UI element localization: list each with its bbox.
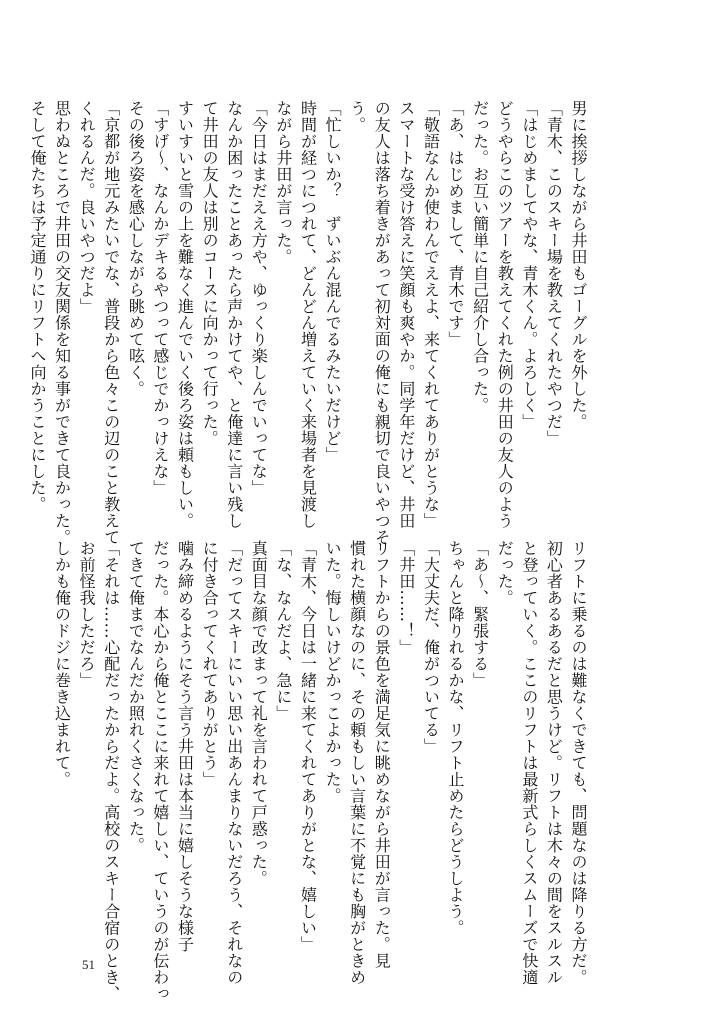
text-line: に付き合ってくれてありがとう」 — [200, 540, 220, 788]
text-line: 「青木、このスキー場を教えてくれたやつだ」 — [544, 100, 564, 447]
text-line: 男に挨拶しながら井田もゴーグルを外した。 — [569, 100, 588, 430]
text-line: 「すげ～、なんかデキるやつって感じでかっけえな」 — [150, 100, 170, 496]
text-line: くれるんだ。良いやつだよ」 — [77, 100, 97, 315]
text-line: 「井田……！」 — [396, 540, 416, 656]
text-line: て井田の友人は別のコースに向かって行った。 — [200, 100, 220, 447]
text-line: 「大丈夫だ、俺がついてる」 — [421, 540, 441, 755]
text-line: だった。お互い簡単に自己紹介し合った。 — [470, 100, 490, 414]
text-line: てきて俺までなんだか照れくさくなった。 — [126, 540, 146, 854]
text-line: ちゃんと降りれるかな、リフト止めたらどうしよう。 — [446, 540, 466, 936]
text-line: どうやらこのツアーを教えてくれた例の井田の友人のよう — [495, 100, 515, 529]
text-line: しかも俺のドジに巻き込まれて。 — [52, 540, 72, 788]
text-line: 「忙しいか？ ずいぶん混んでるみたいだけど」 — [323, 100, 343, 463]
text-line: スマートな受け答えに笑顔も爽やか。同学年だけど、井田 — [396, 100, 416, 529]
text-line: と登っていく。ここのリフトは最新式らしくスムーズで快適 — [519, 540, 539, 986]
text-line: お前怪我しただろ」 — [77, 540, 97, 689]
page-number: 51 — [82, 957, 95, 972]
text-line: 「はじめましてやな、青木くん。よろしく」 — [519, 100, 539, 430]
text-line: 「京都が地元みたいでな、普段から色々この辺のこと教えて — [101, 100, 121, 546]
text-line: う。 — [347, 100, 367, 133]
text-line: 時間が経つにつれて、どんどん増えていく来場者を見渡し — [298, 100, 318, 529]
text-line: リフトからの景色を満足気に眺めながら井田が言った。見 — [372, 540, 392, 969]
text-line: だった。 — [495, 540, 515, 606]
text-line: 噛み締めるようにそう言う井田は本当に嬉しそうな様子 — [175, 540, 195, 953]
text-line: だった。本心から俺とここに来れて嬉しい、ていうのが伝わっ — [150, 540, 170, 1002]
text-line: 「あ～、緊張する」 — [470, 540, 490, 689]
text-line: そして俺たちは予定通りにリフトへ向かうことにした。 — [27, 100, 47, 513]
text-line: ながら井田が言った。 — [273, 100, 293, 265]
text-line: 「な、なんだよ、急に」 — [273, 540, 293, 722]
text-line: すいすいと雪の上を難なく進んでいく後ろ姿は頼もしい。 — [175, 100, 195, 529]
text-line: 「今日はまだええ方や、ゆっくり楽しんでいってな」 — [249, 100, 269, 496]
text-line: 思わぬところで井田の交友関係を知る事ができて良かった。 — [52, 100, 72, 546]
text-line: 「それは……心配だったからだよ。高校のスキー合宿のとき、 — [101, 540, 121, 1002]
text-line: 真面目な顔で改まって礼を言われて戸惑った。 — [249, 540, 269, 887]
text-line: 初心者あるあるだと思うけど。リフトは木々の間をスルスル — [544, 540, 564, 986]
text-line: 「敬語なんか使わんでええよ、来てくれてありがとうな」 — [421, 100, 441, 529]
text-line: 「青木、今日は一緒に来てくれてありがとな、嬉しい」 — [298, 540, 318, 953]
text-line: の友人は落ち着きがあって初対面の俺にも親切で良いやつそ — [372, 100, 392, 546]
upper-text-column — [27, 100, 590, 546]
text-line: 慣れた横顔なのに、その頼もしい言葉に不覚にも胸がときめ — [347, 540, 367, 986]
text-line: いた。悔しいけどかっこよかった。 — [323, 540, 343, 804]
text-line: 「あ、はじめまして、青木です」 — [446, 100, 466, 348]
text-line: リフトに乗るのは難なくできても、問題なのは降りる方だ。 — [569, 540, 588, 986]
text-line: なんか困ったことあったら声かけてや、と俺達に言い残し — [224, 100, 244, 529]
text-line: 「だってスキーにいい思い出あんまりないだろう、それなの — [224, 540, 244, 986]
text-line: その後ろ姿を感心しながら眺めて呟く。 — [126, 100, 146, 397]
